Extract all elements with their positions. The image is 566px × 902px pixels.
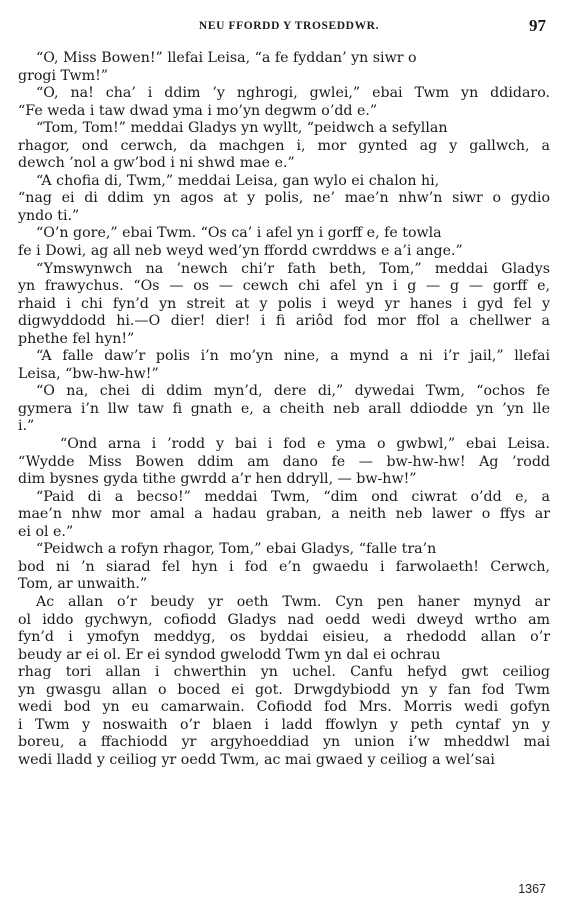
text-line: “A chofia di, Twm,” meddai Leisa, gan wylo ei chalon hi, xyxy=(36,172,440,189)
text-line: “Tom, Tom!” meddai Gladys yn wyllt, “peidwch a sefyllan xyxy=(36,120,448,137)
text-line: fyn’d i ymofyn meddyg, os byddai eisieu, a rhedodd allan o’r xyxy=(18,629,550,646)
text-line: rhagor, ond cerwch, da machgen i, mor gynted ag y gallwch, a xyxy=(18,137,550,154)
text-line: “A falle daw’r polis i’n mo’yn nine, a mynd a ni i’r jail,” llefai xyxy=(36,348,550,365)
text-line: Tom, ar unwaith.” xyxy=(18,576,148,593)
text-line: yn frawychus. “Os — os — cewch chi afel yn i g — g — gorff e, xyxy=(18,278,550,295)
body-text xyxy=(18,50,550,769)
text-line: “Fe weda i taw dwad yma i mo’yn degwm o’dd e.” xyxy=(18,102,378,119)
text-line: bod ni ’n siarad fel hyn i fod e’n gwaedu i farwolaeth! Cerwch, xyxy=(18,558,550,575)
text-line: dewch ’nol a gw’bod i ni shwd mae e.” xyxy=(18,155,295,172)
text-line: “Paid di a becso!” meddai Twm, “dim ond ciwrat o’dd e, a xyxy=(36,488,550,505)
text-line: ei ol e.” xyxy=(18,523,74,540)
text-line: wedi lladd y ceiliog yr oedd Twm, ac mai gwaed y ceiliog a wel’sai xyxy=(18,751,495,768)
text-line: boreu, a ffachiodd yr argyhoeddiad yn union i’w mheddwl mai xyxy=(18,734,550,751)
text-line: “nag ei di ddim yn agos at y polis, ne’ mae’n nhw’n siwr o gydio xyxy=(18,190,550,207)
text-line: “O, na! cha’ i ddim ’y nghrogi, gwlei,” ebai Twm yn ddidaro. xyxy=(36,85,550,102)
text-line: yndo ti.” xyxy=(18,207,80,224)
text-line: “O’n gore,” ebai Twm. “Os ca’ i afel yn i gorff e, fe towla xyxy=(36,225,442,242)
text-line: i.” xyxy=(18,418,35,435)
text-line: “O, Miss Bowen!” llefai Leisa, “a fe fyddan’ yn siwr o xyxy=(36,50,417,66)
text-line: “Ond arna i ’rodd y bai i fod e yma o gwbwl,” ebai Leisa. xyxy=(60,436,550,453)
text-line: phethe fel hyn!” xyxy=(18,330,135,347)
text-line: gymera i’n llw taw fi gnath e, a cheith neb arall ddiodde yn ’yn lle xyxy=(18,400,550,417)
text-line: dim bysnes gyda tithe gwrdd a’r hen ddryll, — bw-hw!” xyxy=(18,471,417,488)
text-line: fe i Dowi, ag all neb weyd wed’yn ffordd cwrddws e a’i ange.” xyxy=(18,243,463,260)
text-line: “Wydde Miss Bowen ddim am dano fe — bw-hw-hw! Ag ’rodd xyxy=(18,453,550,470)
text-line: Leisa, “bw-hw-hw!” xyxy=(18,365,159,382)
text-line: grogi Twm!” xyxy=(18,67,109,84)
text-line: rhaid i chi fyn’d yn streit at y polis i weyd yr hanes i gyd fel y xyxy=(18,295,550,312)
text-line: “O na, chei di ddim myn’d, dere di,” dywedai Twm, “ochos fe xyxy=(36,383,550,400)
running-title: NEU FFORDD Y TROSEDDWR. xyxy=(198,20,380,32)
text-line: digwyddodd hi.—O dier! dier! i fi ariôd fod mor ffol a chellwer a xyxy=(18,313,550,330)
text-line: “Peidwch a rofyn rhagor, Tom,” ebai Gladys, “falle tra’n xyxy=(36,541,437,558)
text-line: wedi bod yn eu camarwain. Cofiodd fod Mrs. Morris wedi gofyn xyxy=(18,699,550,716)
text-line: Ac allan o’r beudy yr oeth Twm. Cyn pen haner mynyd ar xyxy=(36,593,550,610)
page-number: 97 xyxy=(529,16,546,35)
running-head xyxy=(18,16,550,40)
scan-number: 1367 xyxy=(518,882,546,896)
text-line: mae’n nhw mor amal a hadau graban, a neith neb lawer o ffys ar xyxy=(18,506,550,523)
text-line: i Twm y noswaith o’r blaen i ladd ffowlyn y peth cyntaf yn y xyxy=(18,716,550,733)
text-line: rhag tori allan i chwerthin yn uchel. Canfu hefyd gwt ceiliog xyxy=(18,664,550,681)
text-line: yn gwasgu allan o boced ei got. Drwgdybiodd yn y fan fod Twm xyxy=(18,681,550,698)
text-line: beudy ar ei ol. Er ei syndod gwelodd Twm yn dal ei ochrau xyxy=(18,646,441,663)
text-line: ol iddo gychwyn, cofiodd Gladys nad oedd wedi dweyd wrtho am xyxy=(18,611,550,628)
text-line: “Ymswynwch na ’newch chi’r fath beth, Tom,” meddai Gladys xyxy=(36,260,550,277)
